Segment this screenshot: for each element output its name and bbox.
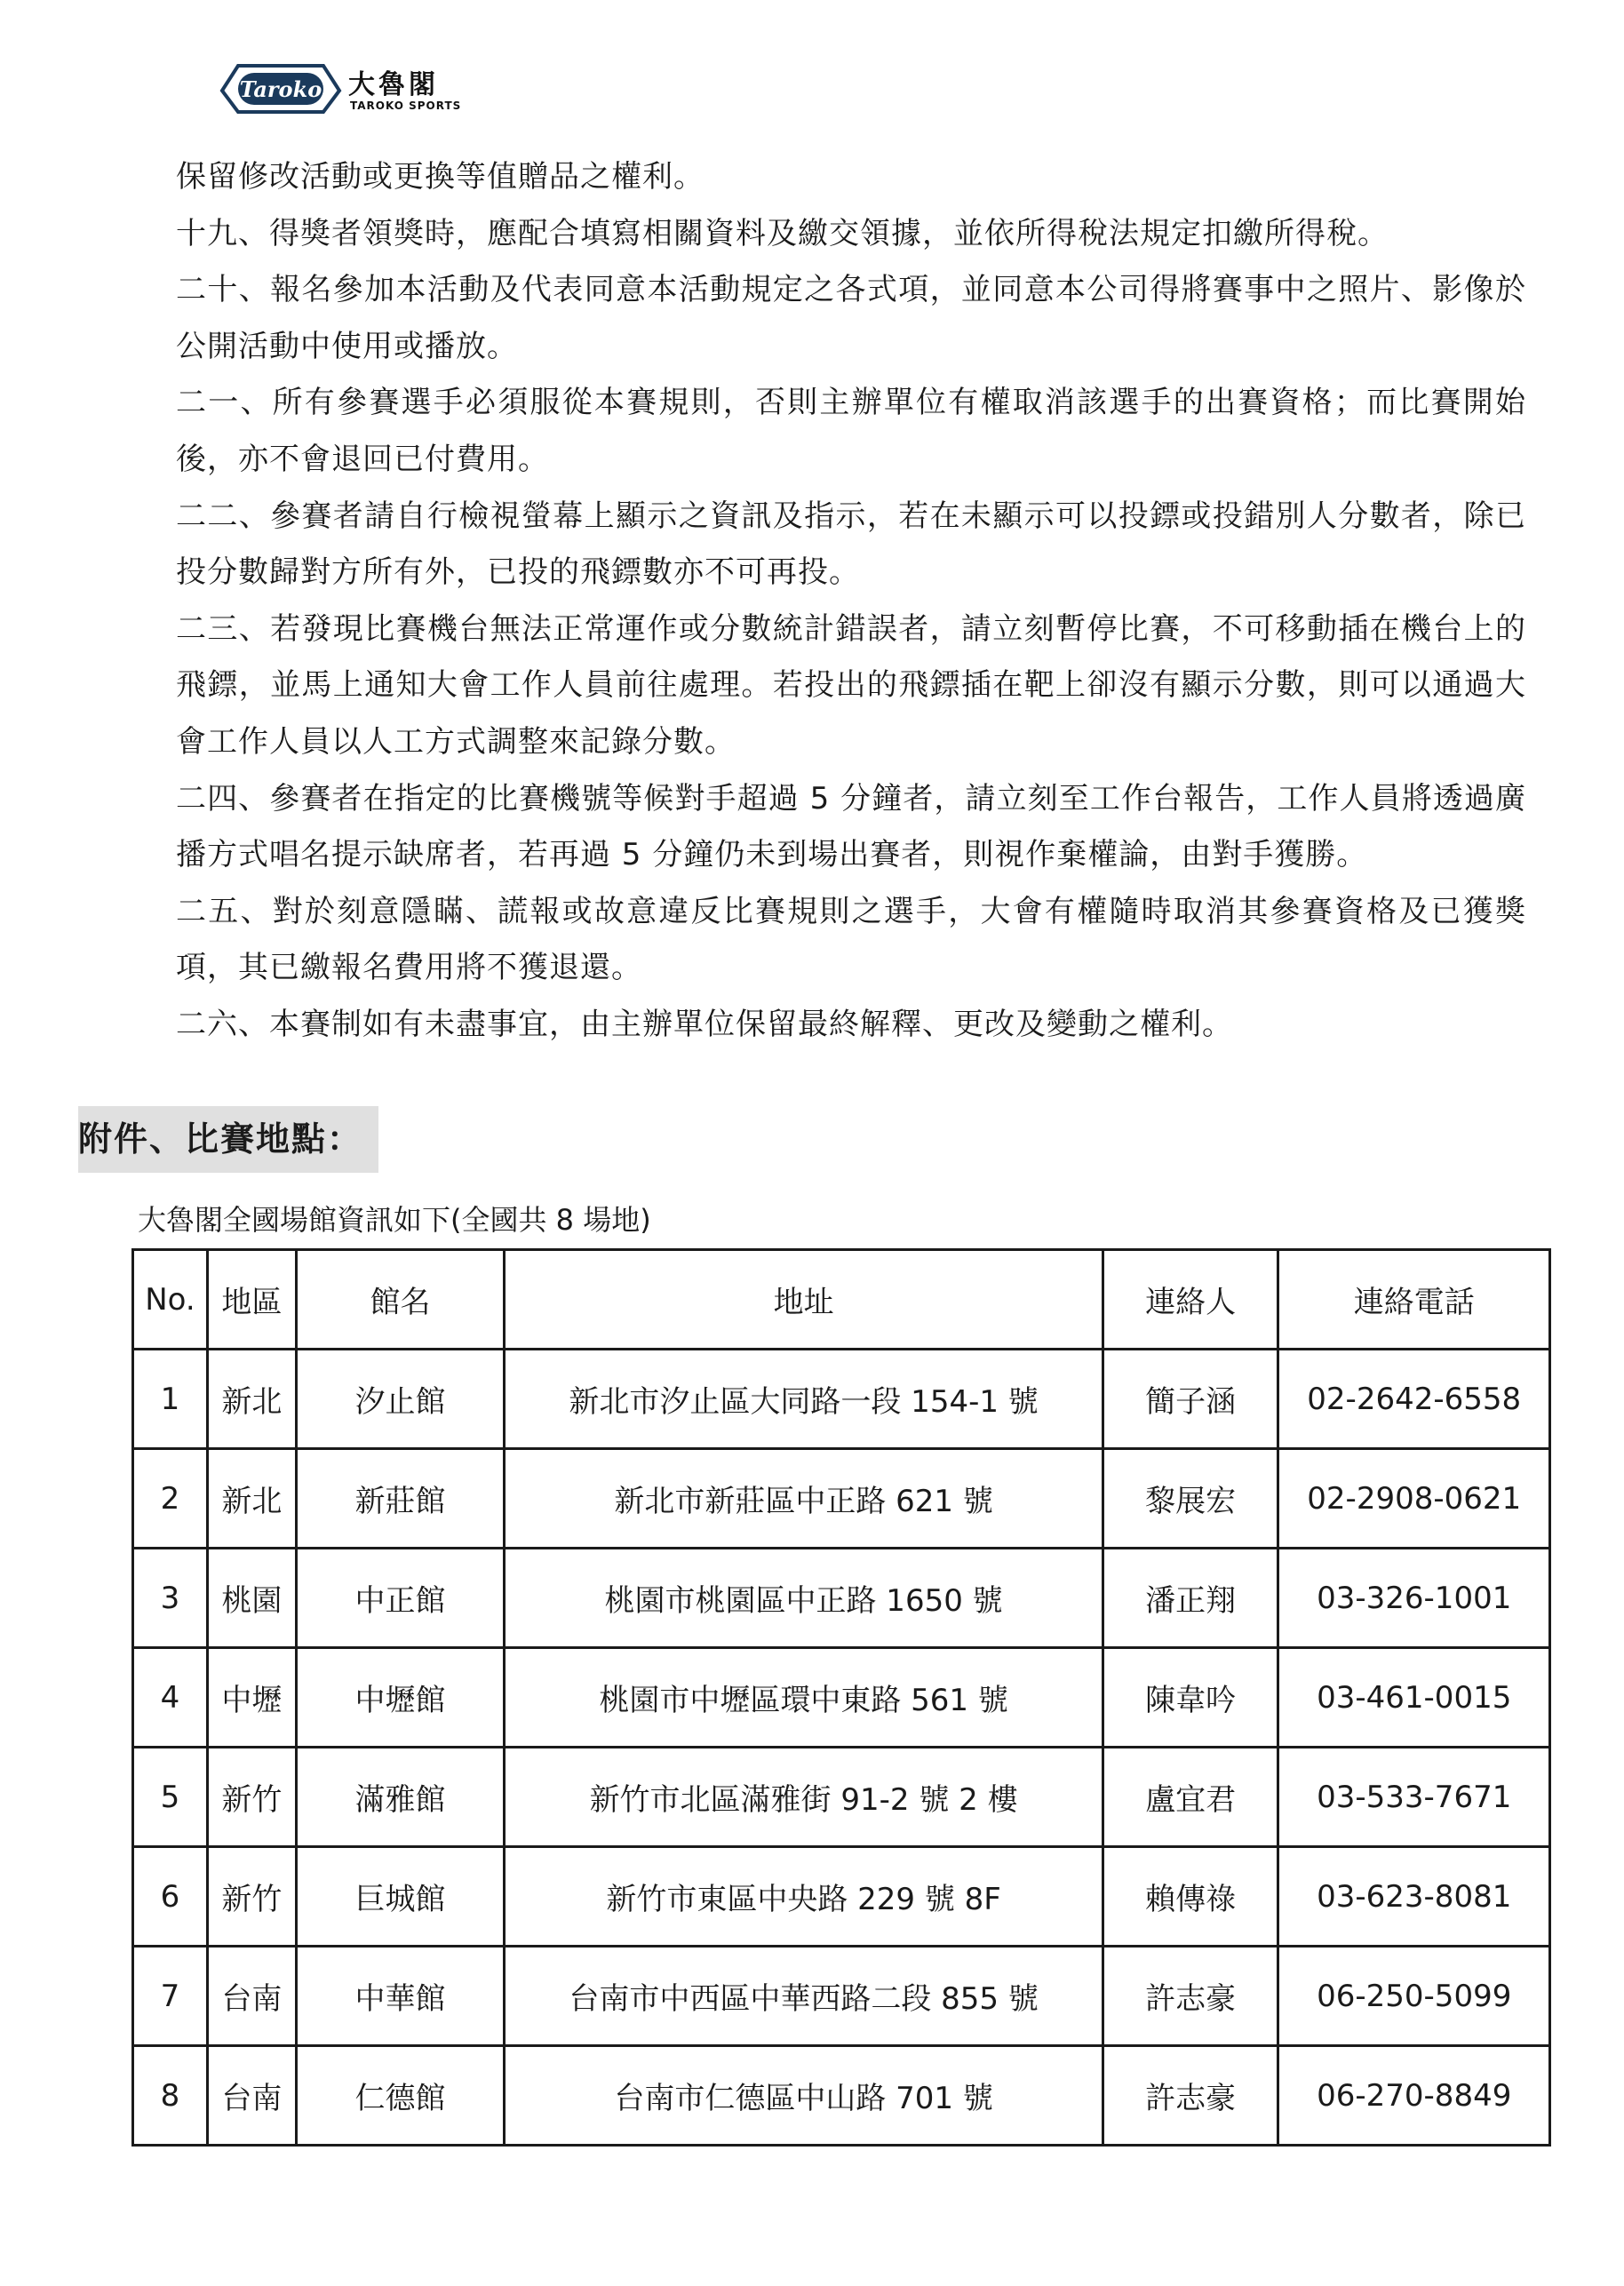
cell-contact: 黎展宏 xyxy=(1103,1449,1278,1549)
cell-region: 中壢 xyxy=(207,1648,296,1748)
rules-list xyxy=(176,149,1526,1054)
cell-phone: 02-2642-6558 xyxy=(1278,1350,1550,1449)
cell-region: 新竹 xyxy=(207,1847,296,1947)
col-header-venue: 館名 xyxy=(296,1250,505,1350)
col-header-no: No. xyxy=(133,1250,208,1350)
col-header-phone: 連絡電話 xyxy=(1278,1250,1550,1350)
cell-phone: 03-461-0015 xyxy=(1278,1648,1550,1748)
cell-venue: 汐止館 xyxy=(296,1350,505,1449)
cell-address: 台南市仁德區中山路 701 號 xyxy=(505,2046,1103,2146)
table-row xyxy=(133,1449,1550,1549)
taroko-badge-icon xyxy=(219,57,343,121)
cell-contact: 盧宜君 xyxy=(1103,1748,1278,1847)
venue-table xyxy=(131,1248,1551,2147)
cell-phone: 06-270-8849 xyxy=(1278,2046,1550,2146)
cell-region: 台南 xyxy=(207,2046,296,2146)
cell-venue: 中正館 xyxy=(296,1549,505,1648)
cell-phone: 06-250-5099 xyxy=(1278,1947,1550,2046)
cell-region: 台南 xyxy=(207,1947,296,2046)
table-row xyxy=(133,1847,1550,1947)
cell-no: 4 xyxy=(133,1648,208,1748)
col-header-region: 地區 xyxy=(207,1250,296,1350)
cell-address: 新北市新莊區中正路 621 號 xyxy=(505,1449,1103,1549)
cell-no: 5 xyxy=(133,1748,208,1847)
rule-paragraph: 保留修改活動或更換等值贈品之權利。 xyxy=(176,159,705,195)
cell-contact: 陳韋吟 xyxy=(1103,1648,1278,1748)
logo-subtitle: TAROKO SPORTS xyxy=(350,100,462,112)
cell-venue: 滿雅館 xyxy=(296,1748,505,1847)
table-row xyxy=(133,1947,1550,2046)
cell-no: 7 xyxy=(133,1947,208,2046)
taroko-logo xyxy=(219,57,485,121)
cell-venue: 新莊館 xyxy=(296,1449,505,1549)
table-row xyxy=(133,2046,1550,2146)
cell-region: 新竹 xyxy=(207,1748,296,1847)
venue-intro: 大魯閣全國場館資訊如下(全國共 8 場地) xyxy=(138,1203,651,1237)
annex-heading: 附件、比賽地點： xyxy=(78,1106,378,1173)
cell-phone: 03-533-7671 xyxy=(1278,1748,1550,1847)
table-row xyxy=(133,1748,1550,1847)
cell-contact: 簡子涵 xyxy=(1103,1350,1278,1449)
cell-no: 2 xyxy=(133,1449,208,1549)
rule-paragraph: 二五、對於刻意隱瞞、謊報或故意違反比賽規則之選手，大會有權隨時取消其參賽資格及已獲獎項，其已繳報名費用將不獲退還。 xyxy=(176,893,1526,986)
cell-contact: 賴傳祿 xyxy=(1103,1847,1278,1947)
table-header-row xyxy=(133,1250,1550,1350)
cell-no: 6 xyxy=(133,1847,208,1947)
cell-contact: 許志豪 xyxy=(1103,2046,1278,2146)
cell-venue: 仁德館 xyxy=(296,2046,505,2146)
rule-paragraph: 二四、參賽者在指定的比賽機號等候對手超過 5 分鐘者，請立刻至工作台報告，工作人員將透過廣播方式唱名提示缺席者，若再過 5 分鐘仍未到場出賽者，則視作棄權論，由對手獲勝。 xyxy=(176,780,1526,873)
cell-phone: 03-326-1001 xyxy=(1278,1549,1550,1648)
cell-address: 新竹市北區滿雅街 91-2 號 2 樓 xyxy=(505,1748,1103,1847)
rule-paragraph: 二二、參賽者請自行檢視螢幕上顯示之資訊及指示，若在未顯示可以投鏢或投錯別人分數者，除已投分數歸對方所有外，已投的飛鏢數亦不可再投。 xyxy=(176,498,1526,591)
cell-venue: 中華館 xyxy=(296,1947,505,2046)
rule-paragraph: 二三、若發現比賽機台無法正常運作或分數統計錯誤者，請立刻暫停比賽，不可移動插在機台上的飛鏢，並馬上通知大會工作人員前往處理。若投出的飛鏢插在靶上卻沒有顯示分數，則可以通過大會工作人員以人工方式調整來記錄分數。 xyxy=(176,610,1526,760)
cell-phone: 03-623-8081 xyxy=(1278,1847,1550,1947)
cell-venue: 中壢館 xyxy=(296,1648,505,1748)
rule-paragraph: 十九、得獎者領獎時，應配合填寫相關資料及繳交領據，並依所得稅法規定扣繳所得稅。 xyxy=(176,215,1389,251)
cell-contact: 潘正翔 xyxy=(1103,1549,1278,1648)
cell-address: 桃園市桃園區中正路 1650 號 xyxy=(505,1549,1103,1648)
col-header-contact: 連絡人 xyxy=(1103,1250,1278,1350)
logo-cjk-name: 大魯閣 xyxy=(348,69,439,100)
table-row xyxy=(133,1648,1550,1748)
cell-address: 台南市中西區中華西路二段 855 號 xyxy=(505,1947,1103,2046)
cell-region: 新北 xyxy=(207,1350,296,1449)
cell-no: 8 xyxy=(133,2046,208,2146)
cell-no: 1 xyxy=(133,1350,208,1449)
rule-paragraph: 二十、報名參加本活動及代表同意本活動規定之各式項，並同意本公司得將賽事中之照片、影像於公開活動中使用或播放。 xyxy=(176,272,1526,364)
table-row xyxy=(133,1549,1550,1648)
col-header-address: 地址 xyxy=(505,1250,1103,1350)
cell-region: 桃園 xyxy=(207,1549,296,1648)
rule-paragraph: 二一、所有參賽選手必須服從本賽規則，否則主辦單位有權取消該選手的出賽資格；而比賽開始後，亦不會退回已付費用。 xyxy=(176,385,1526,477)
cell-no: 3 xyxy=(133,1549,208,1648)
cell-address: 桃園市中壢區環中東路 561 號 xyxy=(505,1648,1103,1748)
cell-address: 新竹市東區中央路 229 號 8F xyxy=(505,1847,1103,1947)
cell-contact: 許志豪 xyxy=(1103,1947,1278,2046)
cell-venue: 巨城館 xyxy=(296,1847,505,1947)
table-row xyxy=(133,1350,1550,1449)
cell-region: 新北 xyxy=(207,1449,296,1549)
cell-phone: 02-2908-0621 xyxy=(1278,1449,1550,1549)
cell-address: 新北市汐止區大同路一段 154-1 號 xyxy=(505,1350,1103,1449)
rule-paragraph: 二六、本賽制如有未盡事宜，由主辦單位保留最終解釋、更改及變動之權利。 xyxy=(176,1006,1233,1042)
logo-wordmark: Taroko xyxy=(239,76,322,102)
